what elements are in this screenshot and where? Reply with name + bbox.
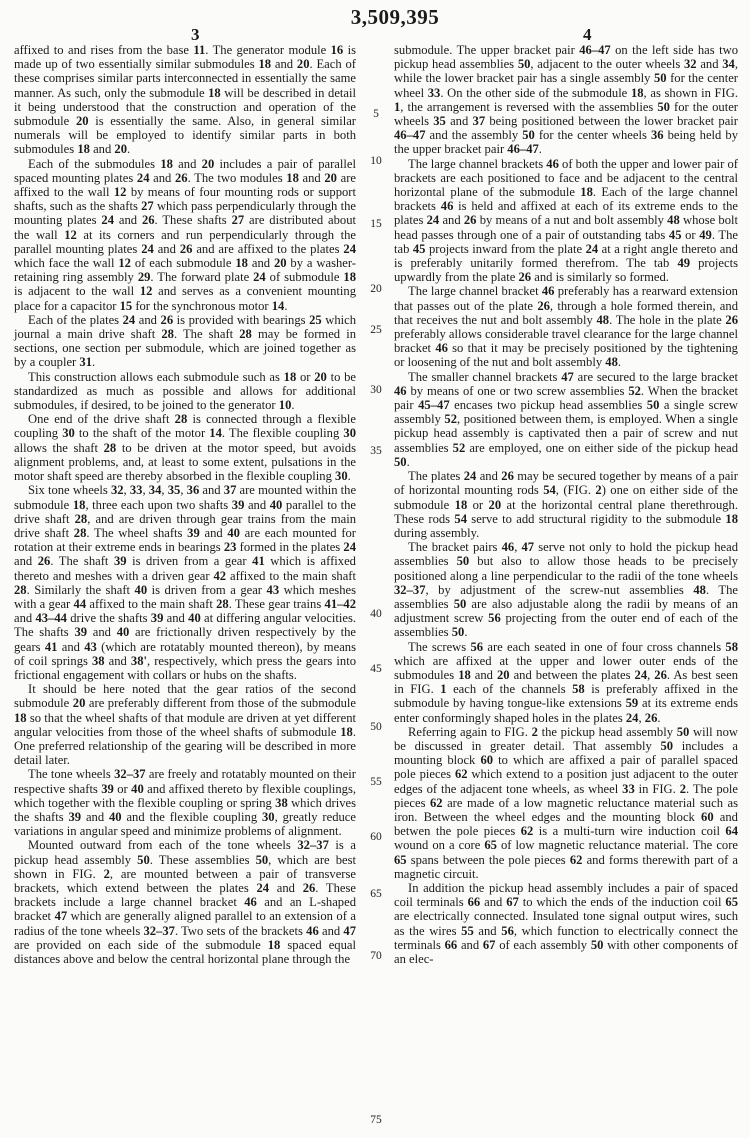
line-number: 45 [370, 663, 382, 675]
line-number: 15 [370, 218, 382, 230]
paragraph: The smaller channel brackets 47 are secured to the large bracket 46 by means of one or two screw assemblies 52. When the bracket pair 45–47 encases two pickup head assemblies 50 a single screw assembly 52, positioned between them, is employed. When a single pickup head assembly is captivated then a pair of screw and nut assemblies 52 are employed, one on either side of the pickup head 50. [394, 369, 738, 469]
paragraph: Mounted outward from each of the tone wheels 32–37 is a pickup head assembly 50. These assemblies 50, which are best shown in FIG. 2, are mounted between a pair of transverse brackets, which extend between the plates 24 and 26. These brackets include a large channel bracket 46 and an L-shaped bracket 47 which are generally aligned parallel to an extension of a radius of the tone wheels 32–37. Two sets of the brackets 46 and 47 are provided on each side of the submodule 18 spaced equal distances above and below the central horizontal plane through the [14, 838, 357, 966]
line-number: 55 [370, 776, 382, 788]
column-number-left: 3 [191, 25, 200, 44]
paragraph: The screws 56 are each seated in one of four cross channels 58 which are affixed at the upper and lower outer ends of the submodules 18 and 20 and between the plates 24, 26. As best seen in FIG. 1 each of the channels 58 is preferably affixed in the submodule by having tongue-like extensions 59 at its extreme ends enter conformingly shaped holes in the plates 24, 26. [394, 639, 738, 725]
line-number: 70 [370, 950, 382, 962]
left-column [14, 43, 356, 966]
paragraph: affixed to and rises from the base 11. The generator module 16 is made up of two essentially similar submodules 18 and 20. Each of these comprises similar parts interconnected in essentially the same manner. As such, only the submodule 18 will be described in detail it being understood that the construction and operation of the submodule 20 is essentially the same. Also, in general similar numerals will be employed to identify similar parts in both submodules 18 and 20. [14, 43, 357, 157]
paragraph: The large channel bracket 46 preferably has a rearward extension that passes out of the plate 26, through a hole formed therein, and that receives the nut and bolt assembly 48. The hole in the plate 26 preferably allows considerable travel clearance for the large channel bracket 46 so that it may be precisely positioned by the tightening or loosening of the nut and bolt assembly 48. [394, 284, 739, 370]
line-number: 75 [370, 1114, 382, 1126]
paragraph: Six tone wheels 32, 33, 34, 35, 36 and 37 are mounted within the submodule 18, three each upon two shafts 39 and 40 parallel to the drive shaft 28, and are driven through gear trains from the main drive shaft 28. The wheel shafts 39 and 40 are each mounted for rotation at their extreme ends in bearings 23 formed in the plates 24 and 26. The shaft 39 is driven from a gear 41 which is affixed thereto and meshes with a driven gear 42 affixed to the main shaft 28. Similarly the shaft 40 is driven from a gear 43 which meshes with a gear 44 affixed to the main shaft 28. These gear trains 41–42 and 43–44 drive the shafts 39 and 40 at differing angular velocities. The shafts 39 and 40 are frictionally driven respectively by the gears 41 and 43 (which are rotatably mounted thereon), by means of coil springs 38 and 38', respectively, which press the gears into frictional engagement with collars or hubs on the shafts. [14, 483, 357, 682]
paragraph: Each of the plates 24 and 26 is provided with bearings 25 which journal a main drive shaft 28. The shaft 28 may be formed in sections, one section per submodule, which are joined together as by a coupler 31. [14, 312, 357, 370]
line-number: 20 [370, 283, 382, 295]
paragraph: In addition the pickup head assembly includes a pair of spaced coil terminals 66 and 67 to which the ends of the induction coil 65 are electrically connected. Insulated tone signal output wires, such as the wires 55 and 56, which function to electrically connect the terminals 66 and 67 of each assembly 50 with other components of an elec- [394, 880, 739, 966]
line-number: 60 [370, 831, 382, 843]
paragraph: This construction allows each submodule such as 18 or 20 to be standardized as much as possible and allows for additional submodules, if desired, to be joined to the generator 10. [14, 369, 356, 413]
line-number: 10 [370, 155, 382, 167]
paragraph: One end of the drive shaft 28 is connected through a flexible coupling 30 to the shaft of the motor 14. The flexible coupling 30 allows the shaft 28 to be driven at the motor speed, but avoids alignment problems, and, at least to some extent, pulsations in the motor shaft speed are thereby absorbed in the flexible coupling 30. [14, 412, 356, 484]
paragraph: The large channel brackets 46 of both the upper and lower pair of brackets are each positioned to face and be adjacent to the central horizontal plane of the submodule 18. Each of the large channel brackets 46 is held and affixed at each of its extreme ends to the plates 24 and 26 by means of a nut and bolt assembly 48 whose bolt head passes through one of a pair of outstanding tabs 45 or 49. The tab 45 projects inward from the plate 24 at a right angle thereto and is preferably unitarily formed therefrom. The tab 49 projects upwardly from the plate 26 and is similarly so formed. [394, 156, 739, 285]
line-number: 5 [373, 108, 379, 120]
line-number: 35 [370, 445, 382, 457]
line-number: 25 [370, 324, 382, 336]
paragraph: The tone wheels 32–37 are freely and rotatably mounted on their respective shafts 39 or 40 and affixed thereto by flexible couplings, which together with the flexible coupling or spring 38 which drives the shafts 39 and 40 and the flexible coupling 30, greatly reduce variations in angular speed and minimize problems of alignment. [14, 767, 356, 839]
paragraph: submodule. The upper bracket pair 46–47 on the left side has two pickup head assemblies 50, adjacent to the outer wheels 32 and 34, while the lower bracket pair has a single assembly 50 for the center wheel 33. On the other side of the submodule 18, as shown in FIG. 1, the arrangement is reversed with the assemblies 50 for the outer wheels 35 and 37 being positioned between the lower bracket pair 46–47 and the assembly 50 for the center wheels 36 being held by the upper bracket pair 46–47. [394, 43, 739, 157]
patent-number: 3,509,395 [350, 5, 440, 29]
line-number: 65 [370, 888, 382, 900]
paragraph: Each of the submodules 18 and 20 includes a pair of parallel spaced mounting plates 24 and 26. The two modules 18 and 20 are affixed to the wall 12 by means of four mounting rods or support shafts, such as the shafts 27 which pass perpendicularly through the mounting plates 24 and 26. These shafts 27 are distributed about the wall 12 at its corners and run perpendicularly through the parallel mounting plates 24 and 26 and are affixed to the plates 24 which face the wall 12 of each submodule 18 and 20 by a washer-retaining ring assembly 29. The forward plate 24 of submodule 18 is adjacent to the wall 12 and serves as a convenient mounting place for a capacitor 15 for the synchronous motor 14. [14, 156, 357, 313]
line-number: 40 [370, 608, 382, 620]
paragraph: The plates 24 and 26 may be secured together by means of a pair of horizontal mounting rods 54, (FIG. 2) one on either side of the submodule 18 or 20 at the horizontal central plane therethrough. These rods 54 serve to add structural rigidity to the submodule 18 during assembly. [394, 469, 738, 540]
right-column [394, 43, 738, 966]
paragraph: The bracket pairs 46, 47 serve not only to hold the pickup head assemblies 50 but also to allow those heads to be precisely positioned along a line perpendicular to the radii of the tone wheels 32–37, by adjustment of the screw-nut assemblies 48. The assemblies 50 are also adjustable along the radii by means of an adjustment screw 56 projecting from the outer end of each of the assemblies 50. [394, 540, 739, 640]
line-number: 50 [370, 721, 382, 733]
column-number-right: 4 [583, 25, 592, 44]
paragraph: It should be here noted that the gear ratios of the second submodule 20 are preferably different from those of the submodule 18 so that the wheel shafts of that module are driven at yet different angular velocities from those of the wheel shafts of submodule 18. One preferred relationship of the gearing will be described in more detail later. [14, 682, 356, 768]
line-number: 30 [370, 384, 382, 396]
paragraph: Referring again to FIG. 2 the pickup head assembly 50 will now be discussed in greater detail. That assembly 50 includes a mounting block 60 to which are affixed a pair of parallel spaced pole pieces 62 which extend to a position just adjacent to the outer edges of the adjacent tone wheels, as wheel 33 in FIG. 2. The pole pieces 62 are made of a low magnetic reluctance material such as iron. Between the wheel edges and the mounting block 60 and betwen the pole pieces 62 is a multi-turn wire induction coil 64 wound on a core 65 of low magnetic reluctance material. The core 65 spans between the pole pieces 62 and forms therewith part of a magnetic circuit. [394, 724, 739, 881]
